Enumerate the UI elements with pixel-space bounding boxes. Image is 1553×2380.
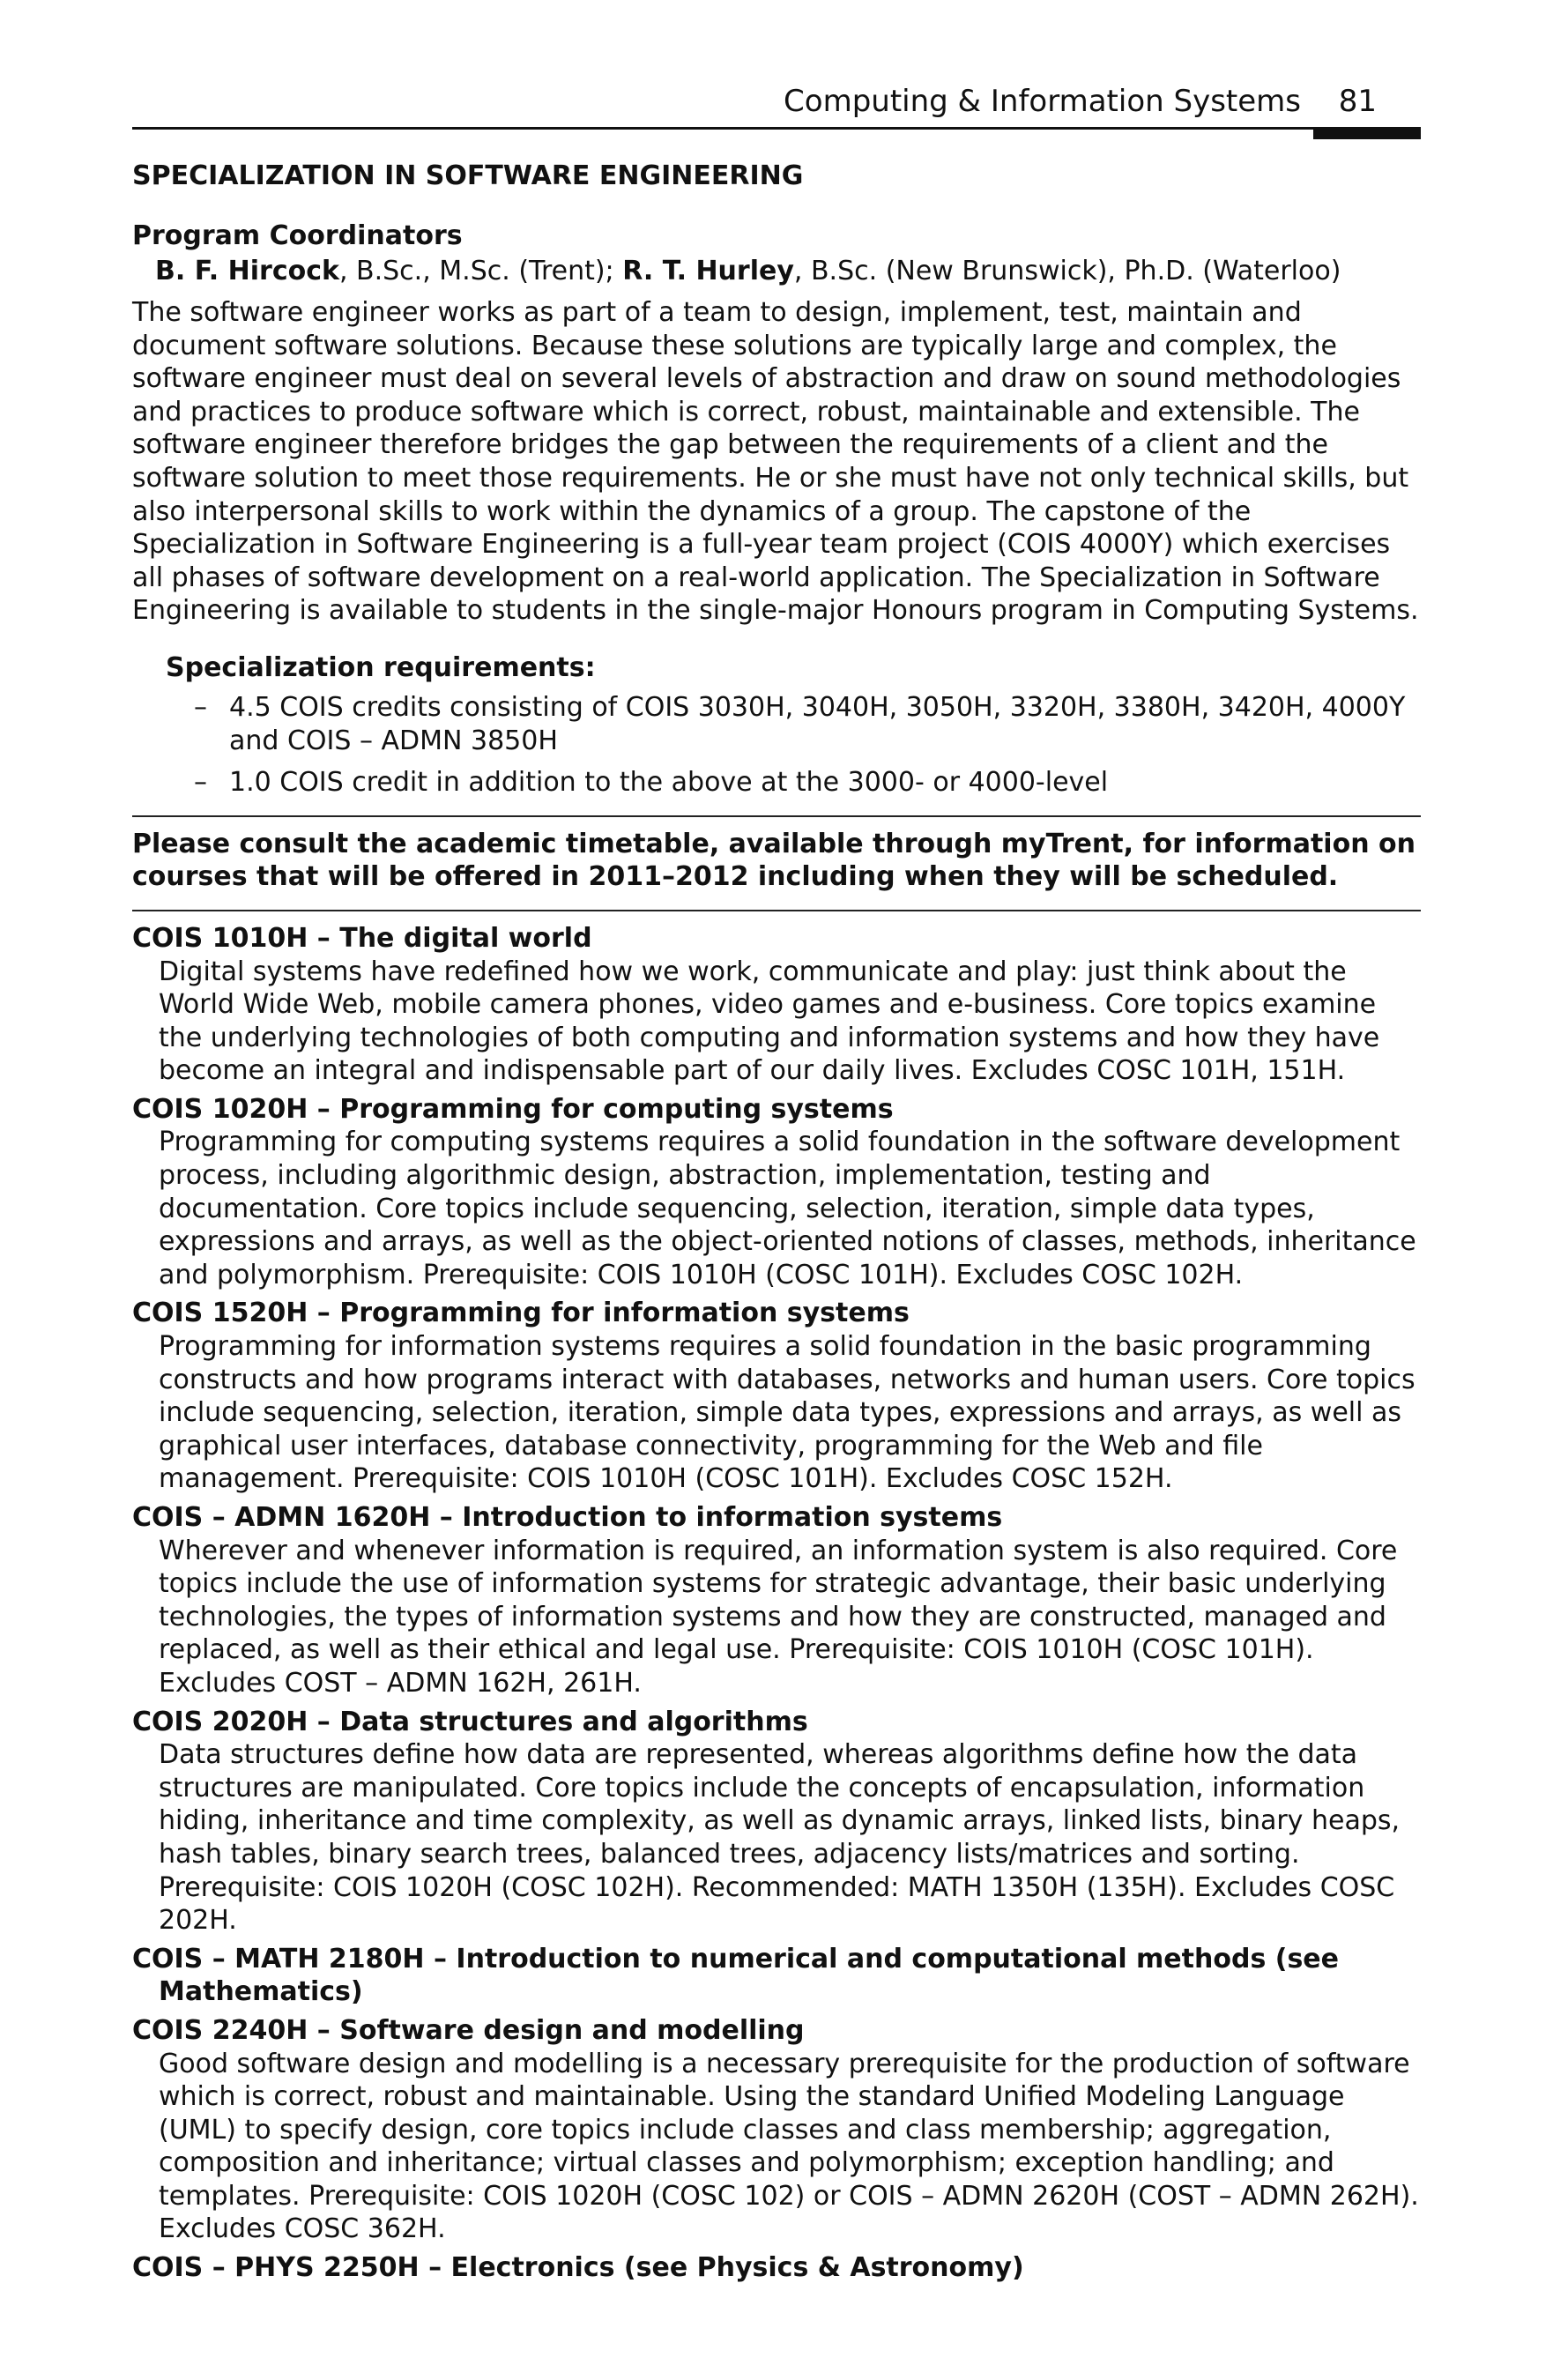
course-description: Programming for computing systems requires a solid foundation in the software development process, including algorithmic design, abstraction, implementation, testing and documentation. Core topics include sequencing, selection, iteration, simple data types, expressions and arrays, as well as the object-oriented notions of classes, methods, inheritance and polymorphism. Prerequisite: COIS 1010H (COSC 101H). Excludes COSC 102H.: [159, 1127, 1416, 1290]
dash-bullet: –: [194, 767, 207, 799]
course-description: Data structures define how data are represented, whereas algorithms define how the data structures are manipulated. Core topics include the concepts of encapsulation, information hiding, inheritance and time complexity, as well as dynamic arrays, linked lists, binary heaps, hash tables, binary search trees, balanced trees, adjacency lists/matrices and sorting. Prerequisite: COIS 1020H (COSC 102H). Recommended: MATH 1350H (135H). Excludes COSC 202H.: [159, 1739, 1401, 1937]
divider: [132, 910, 1421, 911]
intro-paragraph: The software engineer works as part of a team to design, implement, test, maintain and document software solutions. Because these solutions are typically large and complex, the software engineer must deal on several levels of abstraction and draw on sound methodologies and practices to produce software which is correct, robust, maintainable and extensible. The software engineer therefore bridges the gap between the requirements of a client and the software solution to meet those requirements. He or she must have not only technical skills, but also interpersonal skills to work within the dynamics of a group. The capstone of the Specialization in Software Engineering is a full-year team project (COIS 4000Y) which exercises all phases of software development on a real-world application. The Specialization in Software Engineering is available to students in the single-major Honours program in Computing Systems.: [132, 297, 1419, 627]
course-title: COIS 1020H – Programming for computing systems: [132, 1093, 894, 1125]
coordinator-name: R. T. Hurley: [622, 256, 794, 286]
requirements-heading: Specialization requirements:: [166, 651, 596, 683]
coordinators-list: [132, 254, 1421, 289]
course-entry: [132, 1706, 1421, 1937]
course-entry: [132, 1501, 1421, 1700]
course-description: Digital systems have redefined how we work, communicate and play: just think about the World Wide Web, mobile camera phones, video games and e-business. Core topics examine the underlying technologies of both computing and information systems and how they have become an integral and indispensable part of our daily lives. Excludes COSC 101H, 151H.: [159, 956, 1380, 1087]
course-entry: [132, 1943, 1421, 2009]
divider: [132, 815, 1421, 817]
coordinator-credentials: , B.Sc., M.Sc. (Trent);: [338, 256, 623, 286]
coordinator-name: B. F. Hircock: [155, 256, 339, 286]
course-entry: [132, 922, 1421, 1088]
header-title: Computing & Information Systems: [784, 84, 1301, 119]
course-title: COIS 1520H – Programming for information systems: [132, 1298, 910, 1329]
requirement-item: [132, 766, 1421, 800]
page-content: [132, 150, 1421, 2290]
requirement-item: [132, 691, 1421, 757]
page-number-bar: [1313, 127, 1421, 139]
running-header: [132, 78, 1421, 130]
course-title: COIS – PHYS 2250H – Electronics (see Physics & Astronomy): [132, 2252, 1024, 2284]
course-description: Wherever and whenever information is required, an information system is also required. Core topics include the use of information systems for strategic advantage, their basic underlying technologies, the types of information systems and how they are constructed, managed and replaced, as well as their ethical and legal use. Prerequisite: COIS 1010H (COSC 101H). Excludes COST – ADMN 162H, 261H.: [159, 1535, 1398, 1699]
course-title: COIS 2240H – Software design and modelling: [132, 2014, 805, 2046]
course-description: Programming for information systems requires a solid foundation in the basic programming constructs and how programs interact with databases, networks and human users. Core topics include sequencing, selection, iteration, simple data types, expressions and arrays, as well as graphical user interfaces, database connectivity, programming for the Web and file management. Prerequisite: COIS 1010H (COSC 101H). Excludes COSC 152H.: [159, 1331, 1416, 1495]
course-title-continuation: Mathematics): [159, 1976, 363, 2008]
course-title: [132, 1943, 1421, 2009]
requirement-text: 4.5 COIS credits consisting of COIS 3030H, 3040H, 3050H, 3320H, 3380H, 3420H, 4000Y and COIS – ADMN 3850H: [229, 691, 1406, 756]
coordinator-credentials: , B.Sc. (New Brunswick), Ph.D. (Waterloo): [793, 256, 1341, 286]
course-title-line: COIS – MATH 2180H – Introduction to numerical and computational methods (see: [132, 1943, 1339, 1975]
requirement-text: 1.0 COIS credit in addition to the above at the 3000- or 4000-level: [229, 767, 1109, 799]
course-title: COIS 2020H – Data structures and algorithms: [132, 1706, 808, 1737]
coordinators-label: Program Coordinators: [132, 220, 463, 251]
course-title: COIS 1010H – The digital world: [132, 922, 592, 954]
course-title: COIS – ADMN 1620H – Introduction to information systems: [132, 1502, 1003, 1533]
section-heading: SPECIALIZATION IN SOFTWARE ENGINEERING: [132, 160, 804, 191]
timetable-notice: Please consult the academic timetable, available through myTrent, for information on courses that will be offered in 2011–2012 including when they will be scheduled.: [132, 828, 1416, 893]
dash-bullet: –: [194, 691, 207, 723]
course-entry: [132, 1297, 1421, 1496]
requirements-list: [132, 691, 1421, 800]
course-entry: [132, 2251, 1421, 2285]
course-description: Good software design and modelling is a necessary prerequisite for the production of software which is correct, robust and maintainable. Using the standard Unified Modeling Language (UML) to specify design, core topics include classes and class membership; aggregation, composition and inheritance; virtual classes and polymorphism; exception handling; and templates. Prerequisite: COIS 1020H (COSC 102) or COIS – ADMN 2620H (COST – ADMN 262H). Excludes COSC 362H.: [159, 2048, 1419, 2245]
course-entry: [132, 2014, 1421, 2246]
course-entry: [132, 1093, 1421, 1292]
page-number: 81: [1338, 84, 1377, 119]
